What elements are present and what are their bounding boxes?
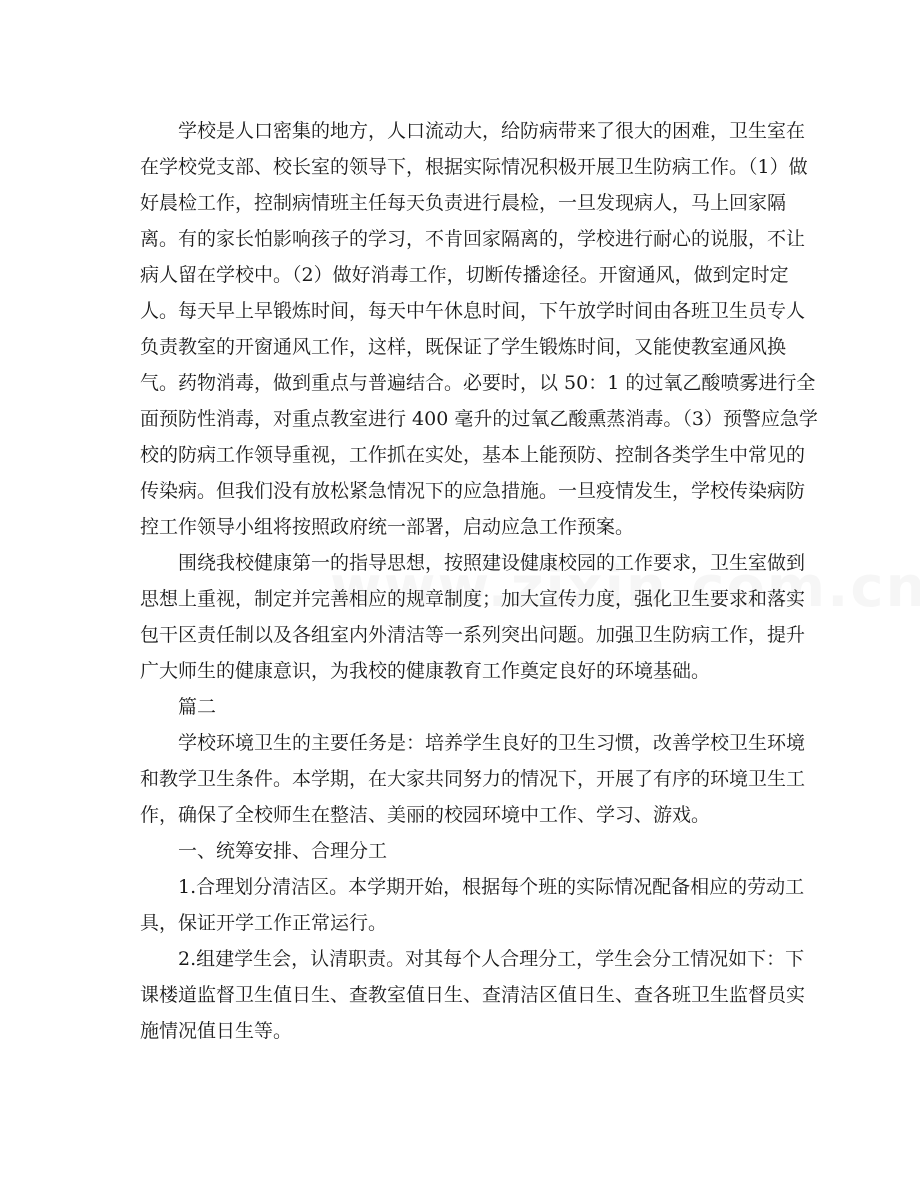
text-line: 传染病。但我们没有放松紧急情况下的应急措施。一旦疫情发生，学校传染病防 bbox=[140, 480, 806, 502]
text-line: 思想上重视，制定并完善相应的规章制度；加大宣传力度，强化卫生要求和落实 bbox=[140, 588, 806, 610]
text-line: 学校环境卫生的主要任务是：培养学生良好的卫生习惯，改善学校卫生环境 bbox=[140, 732, 806, 754]
paragraph-3 bbox=[140, 725, 806, 833]
text-line: 负责教室的开窗通风工作，这样，既保证了学生锻炼时间，又能使教室通风换 bbox=[140, 336, 787, 358]
text-line: 课楼道监督卫生值日生、查教室值日生、查清洁区值日生、查各班卫生监督员实 bbox=[140, 984, 806, 1006]
text-line: 1.合理划分清洁区。本学期开始，根据每个班的实际情况配备相应的劳动工 bbox=[140, 876, 805, 898]
list-item-2 bbox=[140, 941, 806, 1049]
subheading bbox=[140, 833, 780, 869]
text-line: 施情况值日生等。 bbox=[140, 1020, 293, 1042]
text-line: 人。每天早上早锻炼时间，每天中午休息时间，下午放学时间由各班卫生员专人 bbox=[140, 300, 806, 322]
text-line: 病人留在学校中。（2）做好消毒工作，切断传播途径。开窗通风，做到定时定 bbox=[140, 264, 789, 286]
text-line: 广大师生的健康意识，为我校的健康教育工作奠定良好的环境基础。 bbox=[140, 660, 711, 682]
text-line: 控工作领导小组将按照政府统一部署，启动应急工作预案。 bbox=[140, 516, 635, 538]
text-line: 围绕我校健康第一的指导思想，按照建设健康校园的工作要求，卫生室做到 bbox=[140, 552, 806, 574]
list-item-1 bbox=[140, 869, 805, 941]
text-line: 校的防病工作领导重视，工作抓在实处，基本上能预防、控制各类学生中常见的 bbox=[140, 444, 806, 466]
text-line: 离。有的家长怕影响孩子的学习，不肯回家隔离的，学校进行耐心的说服，不让 bbox=[140, 228, 806, 250]
text-line: 作，确保了全校师生在整洁、美丽的校园环境中工作、学习、游戏。 bbox=[140, 804, 711, 826]
text-line: 好晨检工作，控制病情班主任每天负责进行晨检，一旦发现病人，马上回家隔 bbox=[140, 192, 787, 214]
text-line: 气。药物消毒，做到重点与普遍结合。必要时，以 50：1 的过氧乙酸喷雾进行全 bbox=[140, 372, 816, 394]
document-body bbox=[140, 113, 818, 1049]
text-line: 和教学卫生条件。本学期，在大家共同努力的情况下，开展了有序的环境卫生工 bbox=[140, 768, 806, 790]
section-heading bbox=[140, 689, 780, 725]
text-line: 学校是人口密集的地方，人口流动大，给防病带来了很大的困难，卫生室在 bbox=[140, 120, 806, 142]
heading-line: 篇二 bbox=[140, 696, 217, 718]
text-line: 面预防性消毒，对重点教室进行 400 毫升的过氧乙酸熏蒸消毒。（3）预警应急学 bbox=[140, 408, 818, 430]
heading-line: 一、统筹安排、合理分工 bbox=[140, 840, 388, 862]
text-line: 具，保证开学工作正常运行。 bbox=[140, 912, 388, 934]
paragraph-1 bbox=[140, 113, 818, 545]
paragraph-2 bbox=[140, 545, 806, 689]
text-line: 包干区责任制以及各组室内外清洁等一系列突出问题。加强卫生防病工作，提升 bbox=[140, 624, 806, 646]
text-line: 在学校党支部、校长室的领导下，根据实际情况积极开展卫生防病工作。（1）做 bbox=[140, 156, 808, 178]
text-line: 2.组建学生会，认清职责。对其每个人合理分工，学生会分工情况如下：下 bbox=[140, 948, 805, 970]
